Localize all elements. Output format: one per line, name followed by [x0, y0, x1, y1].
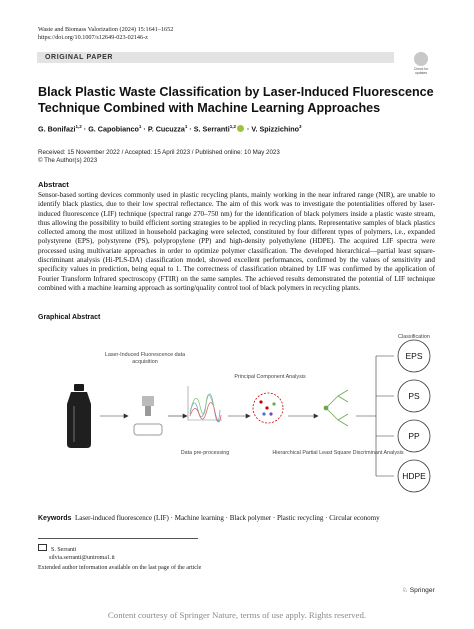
graphical-abstract-heading: Graphical Abstract	[38, 314, 101, 321]
footnote-divider	[38, 538, 198, 539]
check-updates-label: Check for updates	[413, 67, 429, 75]
preprocessing-label: Data pre-processing	[180, 450, 230, 456]
correspondence	[38, 544, 115, 562]
extended-info-note: Extended author information available on the last page of the article	[38, 565, 202, 571]
mail-icon	[38, 544, 47, 551]
pca-scores-plot	[253, 393, 283, 423]
class-node-ps	[398, 380, 430, 412]
lif-device-image	[134, 396, 162, 435]
journal-citation: Waste and Biomass Valorization (2024) 15:1641–1652	[38, 26, 174, 33]
author-affiliation: 1,2	[229, 124, 236, 129]
author-affiliation: 1	[184, 124, 188, 129]
class-label: PP	[408, 431, 420, 441]
class-label: HDPE	[402, 471, 426, 481]
class-label: PS	[408, 391, 420, 401]
author-name[interactable]: G. Capobianco	[88, 124, 139, 134]
class-node-hdpe	[398, 460, 430, 492]
corresponding-author: S. Serranti	[51, 547, 77, 553]
black-bottle-image	[67, 384, 91, 448]
class-node-pp	[398, 420, 430, 452]
author-name[interactable]: P. Cucuzza	[147, 124, 185, 134]
spectra-plot	[188, 386, 222, 422]
author-name[interactable]: V. Spizzichino	[251, 124, 300, 134]
author-affiliation: 1	[138, 124, 142, 129]
doi-link[interactable]: https://doi.org/10.1007/s12649-023-02146-z	[38, 34, 148, 41]
publisher-name: Springer	[409, 587, 435, 594]
author-list: G. Bonifazi$^{1,2}$ · G. Capobianco$^1$ · P. Cucuzza$^1$ · S. Serranti$^{1,2}$ · V. Spizzichino$^3$	[38, 124, 302, 134]
courtesy-notice: Content courtesy of Springer Nature, terms of use apply. Rights reserved.	[107, 610, 367, 620]
publication-dates	[38, 149, 438, 165]
hiplsda-label: Hierarchical Partial Least Square Discriminant Analysis	[272, 450, 404, 456]
orcid-icon[interactable]	[237, 125, 244, 132]
abstract-text: Sensor-based sorting devices commonly used in plastic recycling plants, mainly working in the near infrared range (NIR), are unable to identify black plastics, due to their low spectral reflectance. The aim of this work was to investigate the potentialities offered by laser-induced fluorescence (LIF) technique (spectral range 270–750 nm) for the identification of black polymers inside a plastic waste stream, thus allowing the possibility to build efficient sorting strategies to be applied in recycling plants. Representative samples of black plastics collected among the most utilized in household packaging were selected, constituted by four different types of polymers, i.e., expanded polystyrene (EPS), polystyrene (PS), polypropylene (PP) and high-density polyethylene (HDPE). The acquired LIF spectra were processed using multivariate approaches in order to optimize polymer classification. The developed hierarchical—partial least square-discriminant analysis (Hi-PLS-DA) classification model, showed excellent performances, confirmed by the values of sensitivity and specificity values in prediction, being equal to 1. The correctness of classification obtained by LIF was confirmed by the application of Fourier Transform Infrared spectroscopy (FTIR) on the same samples. The achieved results demonstrated the potential of LIF technique combined with a machine learning approach as sorting/quality control tool of black polymers in recycling plants.	[38, 191, 435, 292]
journal-header	[38, 26, 173, 42]
corresponding-email[interactable]: silvia.serranti@uniroma1.it	[49, 555, 115, 561]
author-name[interactable]: G. Bonifazi	[38, 124, 76, 134]
publisher-logo	[402, 586, 435, 594]
copyright-notice: © The Author(s) 2023	[38, 157, 98, 164]
keywords	[38, 514, 438, 522]
abstract-heading: Abstract	[38, 180, 69, 189]
keywords-label: Keywords	[38, 515, 72, 522]
class-label: EPS	[405, 351, 423, 361]
publication-history: Received: 15 November 2022 / Accepted: 15 April 2023 / Published online: 10 May 2023	[38, 149, 280, 156]
graphical-abstract-figure	[38, 326, 436, 502]
author-affiliation: 3	[299, 124, 302, 129]
lif-acquisition-label: Laser-Induced Fluorescence data acquisition	[104, 352, 186, 365]
check-updates-icon	[414, 52, 428, 66]
keywords-text: Laser-induced fluorescence (LIF) · Machine learning · Black polymer · Plastic recycling · Circular economy	[74, 514, 380, 522]
author-affiliation: 1,2	[75, 124, 82, 129]
author-name[interactable]: S. Serranti	[193, 124, 230, 134]
classification-label: Classification	[398, 334, 430, 340]
pca-label: Principal Component Analysis	[234, 374, 306, 380]
class-node-eps	[398, 340, 430, 372]
paper-title: Black Plastic Waste Classification by Laser-Induced Fluorescence Technique Combined with Machine Learning Approaches	[38, 85, 434, 115]
check-for-updates-badge[interactable]	[408, 52, 434, 78]
horse-icon: ♘	[402, 587, 408, 594]
paper-type-label: ORIGINAL PAPER	[45, 53, 114, 61]
classification-tree	[324, 390, 348, 426]
